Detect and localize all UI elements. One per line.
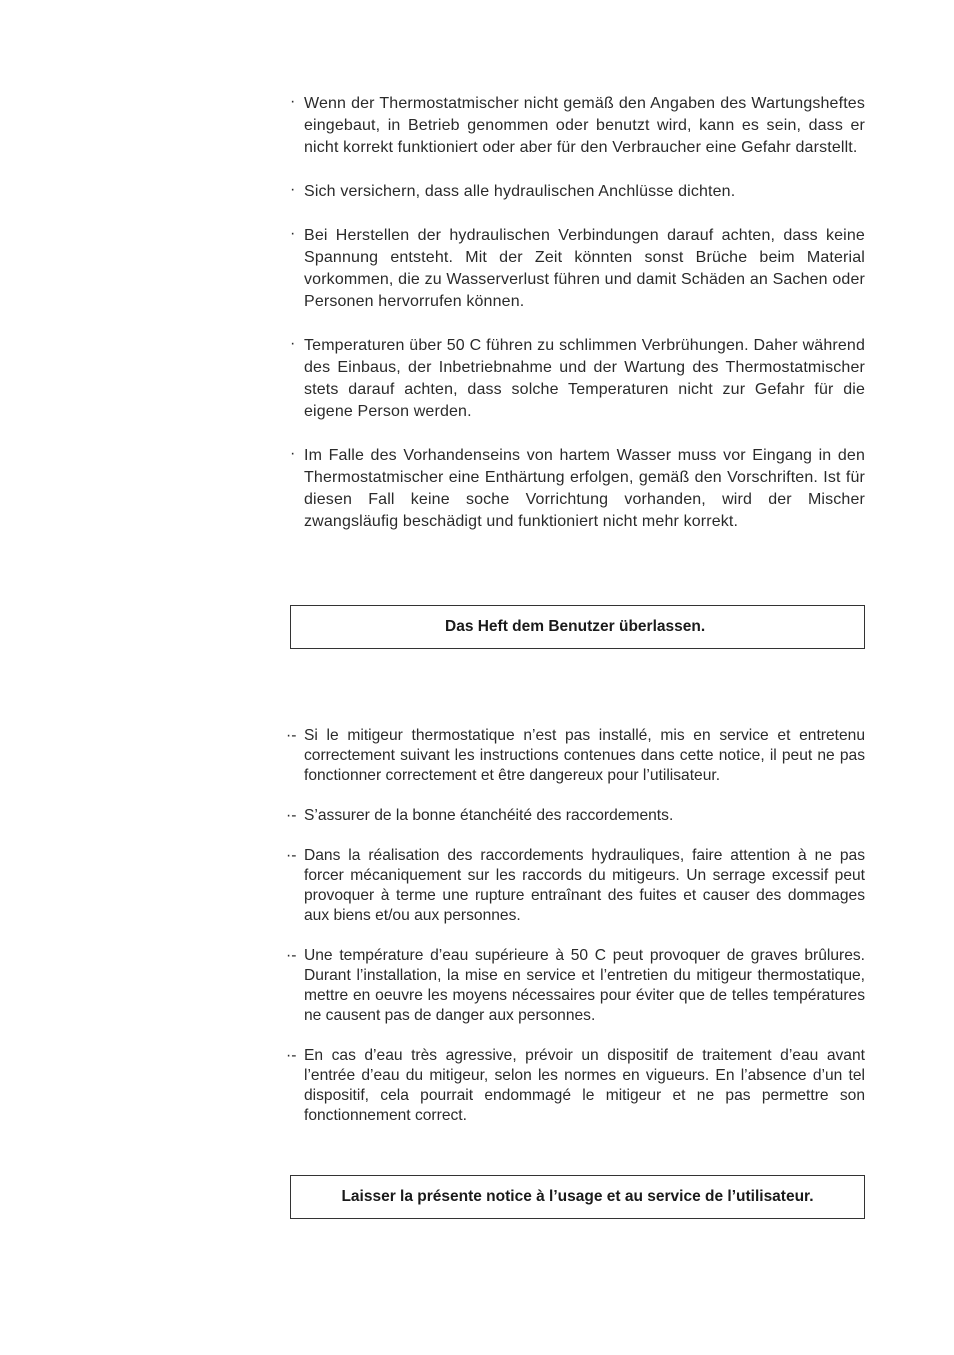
bullet-marker: ·	[290, 225, 296, 242]
french-item-text: S’assurer de la bonne étanchéité des raccordements.	[304, 807, 674, 824]
german-item-hard-water	[290, 445, 865, 533]
german-item-tension	[290, 225, 865, 313]
german-item-text: Sich versichern, dass alle hydraulischen Anchlüsse dichten.	[304, 183, 736, 200]
bullet-marker: ·	[290, 335, 296, 352]
french-notice-text: Laisser la présente notice à l’usage et au service de l’utilisateur.	[341, 1188, 814, 1205]
german-item-text: Temperaturen über 50 C führen zu schlimmen Verbrühungen. Daher während des Einbaus, der Inbetriebnahme und der Wartung des Thermostatmischer stets darauf achten, dass solche Temperaturen nicht zur Gefahr für die eigene Person werden.	[304, 337, 865, 420]
german-item-text: Bei Herstellen der hydraulischen Verbindungen darauf achten, dass keine Spannung entsteht. Mit der Zeit könnten sonst Brüche beim Material vorkommen, die zu Wasserverlust führen und damit Schäden an Sachen oder Personen hervorrufen können.	[304, 227, 865, 310]
bullet-marker: ·-	[286, 807, 297, 824]
german-item-text: Wenn der Thermostatmischer nicht gemäß den Angaben des Wartungsheftes eingebaut, in Betrieb genommen oder benutzt wird, kann es sein, dass er nicht korrekt funktioniert oder aber für den Verbraucher eine Gefahr darstellt.	[304, 95, 865, 156]
german-instructions	[290, 93, 865, 555]
german-item-installation	[290, 93, 865, 159]
bullet-marker: ·	[290, 181, 296, 198]
german-notice-box	[290, 605, 865, 649]
german-item-text: Im Falle des Vorhandenseins von hartem Wasser muss vor Eingang in den Thermostatmischer eine Enthärtung erfolgen, gemäß den Vorschriften. Ist für diesen Fall keine soche Vorrichtung vorhanden, wird der Mischer zwangsläufig beschädigt und funktioniert nicht mehr korrekt.	[304, 447, 865, 530]
german-item-connections	[290, 181, 865, 203]
french-item-text: En cas d’eau très agressive, prévoir un dispositif de traitement d’eau avant l’entrée d’eau du mitigeur, selon les normes en vigueurs. En l’absence d’un tel dispositif, cela pourrait endommagé le mitigeur et ne pas permettre son fonctionnement correct.	[304, 1047, 865, 1124]
bullet-marker: ·	[290, 93, 296, 110]
bullet-marker: ·	[290, 445, 296, 462]
french-item-hard-water	[286, 1046, 865, 1126]
bullet-marker: ·-	[286, 947, 297, 964]
french-item-installation	[286, 726, 865, 786]
french-instructions	[286, 726, 865, 1146]
french-item-connections	[286, 806, 865, 826]
french-item-tension	[286, 846, 865, 926]
bullet-marker: ·-	[286, 1047, 297, 1064]
bullet-marker: ·-	[286, 727, 297, 744]
french-notice-box	[290, 1175, 865, 1219]
german-notice-text: Das Heft dem Benutzer überlassen.	[445, 618, 706, 635]
bullet-marker: ·-	[286, 847, 297, 864]
french-item-text: Si le mitigeur thermostatique n’est pas installé, mis en service et entretenu correctement suivant les instructions contenues dans cette notice, il peut ne pas fonctionner correctement et être dangereux pour l’utilisateur.	[304, 727, 865, 784]
french-item-text: Une température d’eau supérieure à 50 C peut provoquer de graves brûlures. Durant l’installation, la mise en service et l’entretien du mitigeur thermostatique, mettre en oeuvre les moyens nécessaires pour éviter que de telles températures ne causent pas de danger aux personnes.	[304, 947, 865, 1024]
french-item-text: Dans la réalisation des raccordements hydrauliques, faire attention à ne pas forcer mécaniquement sur les raccords du mitigeurs. Un serrage excessif peut provoquer à terme une rupture entraînant des fuites et causer des dommages aux biens et/ou aux personnes.	[304, 847, 865, 924]
german-item-temperature	[290, 335, 865, 423]
french-item-temperature	[286, 946, 865, 1026]
